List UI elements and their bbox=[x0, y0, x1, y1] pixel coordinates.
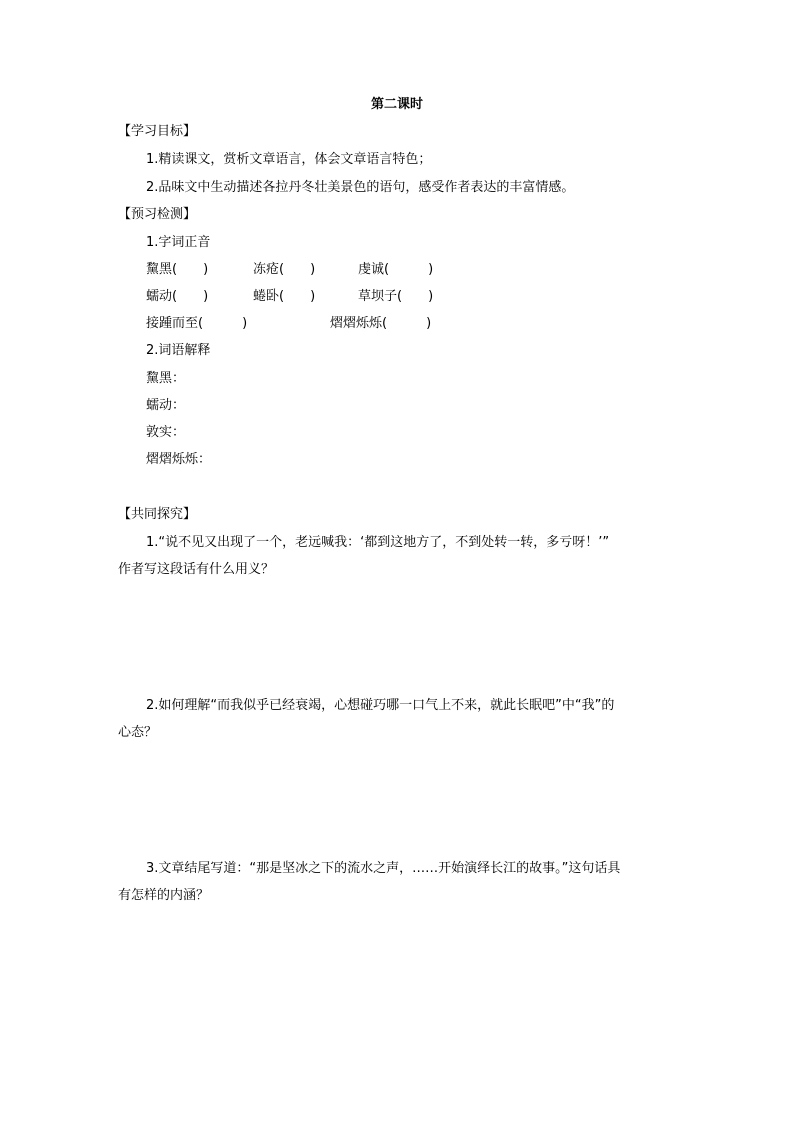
question-3-line-2: 有怎样的内涵？ bbox=[118, 888, 210, 903]
term-item: 黧黑： bbox=[146, 371, 186, 386]
section-heading-explore: 【共同探究】 bbox=[118, 507, 197, 522]
term-item: 蠕动： bbox=[146, 398, 186, 413]
pinyin-item: 冻疮( ) bbox=[253, 262, 316, 277]
question-1-line-1: 1.“说不见又出现了一个，老远喊我：‘都到这地方了，不到处转一转，多亏呀！’” bbox=[146, 535, 610, 550]
pinyin-item: 蜷卧( ) bbox=[253, 289, 316, 304]
part-title-pinyin: 1.字词正音 bbox=[146, 235, 211, 250]
section-heading-preview: 【预习检测】 bbox=[118, 207, 197, 222]
page-title: 第二课时 bbox=[370, 97, 423, 112]
question-3-line-1: 3.文章结尾写道：“那是坚冰之下的流水之声，……开始演绎长江的故事。”这句话具 bbox=[146, 861, 621, 876]
pinyin-item: 熠熠烁烁( ) bbox=[330, 316, 432, 331]
pinyin-item: 接踵而至( ) bbox=[146, 316, 248, 331]
term-item: 敦实： bbox=[146, 425, 186, 440]
section-heading-goals: 【学习目标】 bbox=[118, 124, 197, 139]
question-2-line-2: 心态？ bbox=[118, 725, 158, 740]
goal-item-1: 1.精读课文，赏析文章语言，体会文章语言特色； bbox=[146, 152, 432, 167]
part-title-terms: 2.词语解释 bbox=[146, 343, 211, 358]
pinyin-item: 虔诚( ) bbox=[358, 262, 434, 277]
pinyin-item: 草坝子( ) bbox=[358, 289, 434, 304]
pinyin-item: 黧黑( ) bbox=[146, 262, 209, 277]
term-item: 熠熠烁烁： bbox=[146, 452, 212, 467]
question-1-line-2: 作者写这段话有什么用义？ bbox=[118, 562, 275, 577]
pinyin-item: 蠕动( ) bbox=[146, 289, 209, 304]
goal-item-2: 2.品味文中生动描述各拉丹冬壮美景色的语句，感受作者表达的丰富情感。 bbox=[146, 180, 575, 195]
question-2-line-1: 2.如何理解“而我似乎已经衰竭，心想碰巧哪一口气上不来，就此长眠吧”中“我”的 bbox=[146, 698, 615, 713]
